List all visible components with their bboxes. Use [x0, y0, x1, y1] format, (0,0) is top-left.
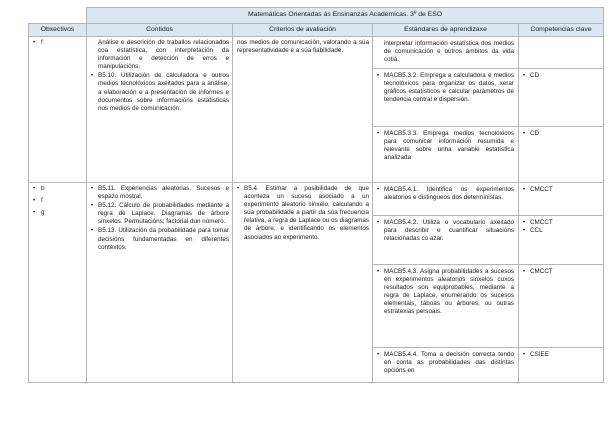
content-item: • B5.12. Cálculo de probabilidades mediante a regra de Laplace. Diagramas de árbore sinxelos. Permutacións; factorial dun número. — [91, 202, 229, 226]
competence-group — [519, 127, 603, 182]
content-item: • B5.13. Utilización da probabilidade para tomar decisións fundamentadas en diferentes contextos. — [91, 227, 229, 251]
standard-item: • MACB5.3.2. Emprega a calculadora e medios tecnolóxicos para organizar os datos, xerar gráficos estatísticos e calcular parámetros de tendencia central e dispersión. — [373, 69, 518, 127]
competence-group — [519, 69, 603, 127]
competence-item: • CMCCT — [523, 186, 599, 194]
standard-item: • MACB5.3.3. Emprega medios tecnolóxicos para comunicar información resumida e relevante sobre unha variable estatística analizada — [373, 127, 518, 182]
competence-group — [519, 37, 603, 69]
col-header-contents: Contidos — [87, 24, 233, 37]
content-item: • B5.11. Experiencias aleatorias. Sucesos e espazo mostral. — [91, 185, 229, 201]
objective-item: • f — [33, 39, 83, 51]
content-item: • B5.10. Utilización de calculadora e outros medios tecnolóxicos axeitados para a análise, a elaboración e a presentación de informes e documentos sobre informacións estatísticas nos medios de comunicación. — [91, 72, 229, 112]
objectives-cell — [29, 183, 87, 383]
col-header-objectives: Obxectivos — [29, 24, 87, 37]
competence-group — [519, 183, 603, 216]
standard-item: • MACB5.4.4. Toma a decisión correcta tendo en conta as probabilidades das distintas opcións en — [373, 348, 518, 382]
competence-group — [519, 216, 603, 265]
objective-item: • g — [33, 209, 83, 221]
competence-item: • CD — [523, 130, 599, 138]
competence-item: • CMCCT — [523, 219, 599, 227]
competence-item: • CD — [523, 72, 599, 80]
col-header-criteria: Criterios de avaliación — [233, 24, 373, 37]
competence-group — [519, 348, 603, 382]
standards-cell — [373, 37, 519, 183]
col-header-competences: Competencias clave — [519, 24, 604, 37]
table-row — [29, 183, 604, 383]
criteria-cell — [233, 37, 373, 183]
criteria-text: • B5.4. Estimar a posibilidade de que aconteza un suceso asociado a un experimento aleatorio sinxelo, calculando a súa probabilidade a partir da súa frecuencia relativa, a regra de Laplace ou os diagramas de árbore, e identificando os elementos asociados ao experimento. — [237, 185, 369, 242]
standards-cell — [373, 183, 519, 383]
standard-item: • MACB5.4.3. Asigna probabilidades a sucesos en experimentos aleatorios sinxelos cuxos resultados son equiprobables, mediante a regra de Laplace, enumerando os sucesos elementais, táboas ou árbores, ou outras estratexias persoais. — [373, 265, 518, 348]
standard-item: • MACB5.4.2. Utiliza o vocabulario axeitado para describir e cuantificar situacións relacionadas co azar. — [373, 216, 518, 265]
contents-cell — [87, 183, 233, 383]
table-title: Matemáticas Orientadas ás Ensinanzas Académicas. 3º de ESO — [87, 8, 604, 24]
competence-item: • CMCCT — [523, 268, 599, 276]
table-row — [29, 37, 604, 183]
curriculum-table — [28, 7, 604, 383]
blank-corner-cell — [29, 8, 87, 24]
criteria-cell — [233, 183, 373, 383]
objective-item: • f — [33, 197, 83, 209]
competence-group — [519, 265, 603, 348]
competences-cell — [519, 183, 604, 383]
objective-item: • b — [33, 185, 83, 197]
objectives-cell — [29, 37, 87, 183]
content-item: Análise e descrición de traballos relacionados coa estatística, con interpretación da información e detección de erros e manipulacións. — [98, 39, 229, 71]
contents-cell — [87, 37, 233, 183]
criteria-text: nos medios de comunicación, valorando a súa representatividade e a súa fiabilidade. — [237, 39, 369, 55]
standard-item: interpretar información estatística dos medios de comunicación e outros ámbitos da vida cotiá. — [373, 37, 518, 69]
col-header-standards: Estándares de aprendizaxe — [373, 24, 519, 37]
standard-item: • MACB5.4.1. Identifica os experimentos aleatorios e distingueos dos deterministas. — [373, 183, 518, 216]
competences-cell — [519, 37, 604, 183]
competence-item: • CCL — [523, 227, 599, 235]
competence-item: • CSIEE — [523, 351, 599, 359]
